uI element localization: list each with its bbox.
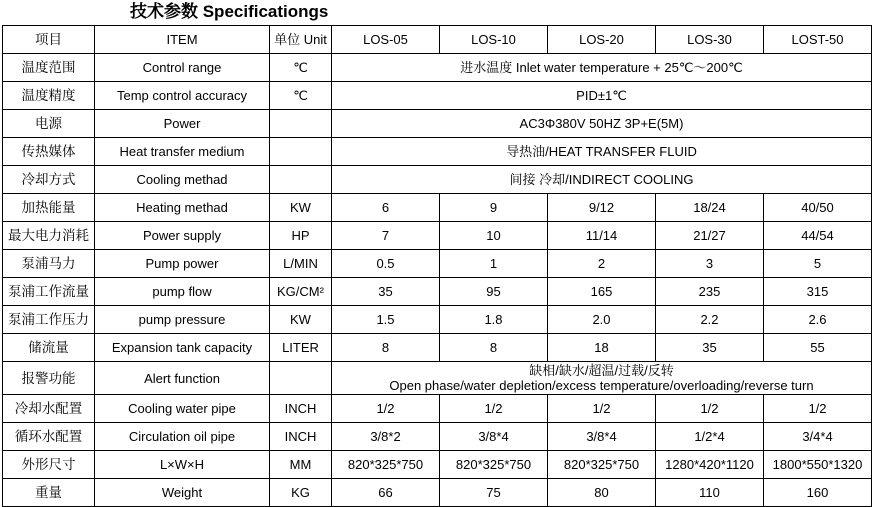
header-model-5: LOST-50 [764, 26, 872, 54]
row-label-cn: 泵浦马力 [3, 250, 95, 278]
row-value: 2 [548, 250, 656, 278]
row-value: 1/2*4 [656, 423, 764, 451]
row-value: 2.0 [548, 306, 656, 334]
row-label-cn: 加热能量 [3, 194, 95, 222]
table-row [3, 138, 872, 166]
row-value: 160 [764, 479, 872, 507]
row-unit: KG/CM² [270, 278, 332, 306]
row-unit: L/MIN [270, 250, 332, 278]
row-unit: LITER [270, 334, 332, 362]
table-row [3, 166, 872, 194]
row-value: 9 [440, 194, 548, 222]
row-value: 315 [764, 278, 872, 306]
row-value: 40/50 [764, 194, 872, 222]
header-model-2: LOS-10 [440, 26, 548, 54]
header-model-3: LOS-20 [548, 26, 656, 54]
row-value: 1 [440, 250, 548, 278]
row-value: 1280*420*1120 [656, 451, 764, 479]
table-row [3, 479, 872, 507]
row-unit: ℃ [270, 82, 332, 110]
row-label-cn: 冷却方式 [3, 166, 95, 194]
table-row [3, 423, 872, 451]
row-label-cn: 泵浦工作流量 [3, 278, 95, 306]
row-label-en: Heating methad [95, 194, 270, 222]
row-value: 820*325*750 [440, 451, 548, 479]
row-unit: HP [270, 222, 332, 250]
table-row [3, 306, 872, 334]
row-label-cn: 重量 [3, 479, 95, 507]
row-unit [270, 138, 332, 166]
row-value: 1/2 [332, 395, 440, 423]
row-value: 10 [440, 222, 548, 250]
row-label-cn: 外形尺寸 [3, 451, 95, 479]
row-value: 66 [332, 479, 440, 507]
row-value: 35 [656, 334, 764, 362]
row-value: 0.5 [332, 250, 440, 278]
row-label-en: Power supply [95, 222, 270, 250]
row-label-en: pump pressure [95, 306, 270, 334]
row-unit [270, 362, 332, 395]
row-value: 165 [548, 278, 656, 306]
row-value: 1/2 [440, 395, 548, 423]
row-value: 6 [332, 194, 440, 222]
table-row [3, 451, 872, 479]
table-row [3, 250, 872, 278]
row-unit: KW [270, 194, 332, 222]
row-value: 1.8 [440, 306, 548, 334]
header-item-cn: 项目 [3, 26, 95, 54]
row-label-en: pump flow [95, 278, 270, 306]
row-value: 2.6 [764, 306, 872, 334]
row-unit: INCH [270, 423, 332, 451]
table-row [3, 395, 872, 423]
row-value: 820*325*750 [548, 451, 656, 479]
row-label-cn: 泵浦工作压力 [3, 306, 95, 334]
row-label-en: L×W×H [95, 451, 270, 479]
row-value: 1/2 [656, 395, 764, 423]
row-value: 8 [440, 334, 548, 362]
row-label-en: Power [95, 110, 270, 138]
row-unit: INCH [270, 395, 332, 423]
row-label-cn: 循环水配置 [3, 423, 95, 451]
row-label-cn: 最大电力消耗 [3, 222, 95, 250]
header-model-4: LOS-30 [656, 26, 764, 54]
row-value: 2.2 [656, 306, 764, 334]
row-unit [270, 110, 332, 138]
table-header-row [3, 26, 872, 54]
row-unit: KW [270, 306, 332, 334]
row-value: 18/24 [656, 194, 764, 222]
row-label-en: Weight [95, 479, 270, 507]
row-label-cn: 冷却水配置 [3, 395, 95, 423]
row-value: 95 [440, 278, 548, 306]
row-value: 11/14 [548, 222, 656, 250]
row-value: 820*325*750 [332, 451, 440, 479]
row-value: 1/2 [764, 395, 872, 423]
row-label-cn: 温度范围 [3, 54, 95, 82]
row-label-cn: 传热媒体 [3, 138, 95, 166]
table-row [3, 194, 872, 222]
row-label-en: Alert function [95, 362, 270, 395]
row-value: 9/12 [548, 194, 656, 222]
row-value: 35 [332, 278, 440, 306]
row-label-en: Heat transfer medium [95, 138, 270, 166]
row-unit: ℃ [270, 54, 332, 82]
row-value: 1.5 [332, 306, 440, 334]
row-span-value-alert [332, 362, 872, 395]
row-label-en: Pump power [95, 250, 270, 278]
row-label-en: Cooling methad [95, 166, 270, 194]
row-span-value: 导热油/HEAT TRANSFER FLUID [332, 138, 872, 166]
row-label-en: Temp control accuracy [95, 82, 270, 110]
row-unit: MM [270, 451, 332, 479]
row-span-value: 间接 冷却/INDIRECT COOLING [332, 166, 872, 194]
row-value: 3/4*4 [764, 423, 872, 451]
row-value: 8 [332, 334, 440, 362]
row-label-en: Expansion tank capacity [95, 334, 270, 362]
row-label-en: Cooling water pipe [95, 395, 270, 423]
table-row [3, 334, 872, 362]
table-row [3, 82, 872, 110]
row-value: 75 [440, 479, 548, 507]
table-row [3, 278, 872, 306]
row-value: 1800*550*1320 [764, 451, 872, 479]
row-value: 44/54 [764, 222, 872, 250]
specifications-table [2, 25, 872, 507]
row-unit [270, 166, 332, 194]
row-value: 5 [764, 250, 872, 278]
header-model-1: LOS-05 [332, 26, 440, 54]
row-value: 3 [656, 250, 764, 278]
row-value: 3/8*2 [332, 423, 440, 451]
row-value: 55 [764, 334, 872, 362]
row-value: 21/27 [656, 222, 764, 250]
row-label-cn: 报警功能 [3, 362, 95, 395]
table-row [3, 110, 872, 138]
row-label-cn: 电源 [3, 110, 95, 138]
row-unit: KG [270, 479, 332, 507]
page-title: 技术参数 Specificationgs [130, 2, 329, 21]
row-label-en: Control range [95, 54, 270, 82]
row-value: 3/8*4 [440, 423, 548, 451]
row-value: 235 [656, 278, 764, 306]
row-value: 110 [656, 479, 764, 507]
alert-line-en: Open phase/water depletion/excess temperature/overloading/reverse turn [389, 378, 814, 393]
row-span-value: AC3Φ380V 50HZ 3P+E(5M) [332, 110, 872, 138]
table-row [3, 222, 872, 250]
row-value: 7 [332, 222, 440, 250]
row-value: 80 [548, 479, 656, 507]
row-value: 18 [548, 334, 656, 362]
row-value: 1/2 [548, 395, 656, 423]
table-row-alert [3, 362, 872, 395]
row-label-cn: 温度精度 [3, 82, 95, 110]
alert-line-cn: 缺相/缺水/超温/过载/反转 [529, 363, 674, 378]
table-row [3, 54, 872, 82]
row-span-value: 进水温度 Inlet water temperature + 25℃～200℃ [332, 54, 872, 82]
header-item-en: ITEM [95, 26, 270, 54]
row-label-en: Circulation oil pipe [95, 423, 270, 451]
row-value: 3/8*4 [548, 423, 656, 451]
header-unit: 单位 Unit [270, 26, 332, 54]
row-span-value: PID±1℃ [332, 82, 872, 110]
row-label-cn: 储流量 [3, 334, 95, 362]
